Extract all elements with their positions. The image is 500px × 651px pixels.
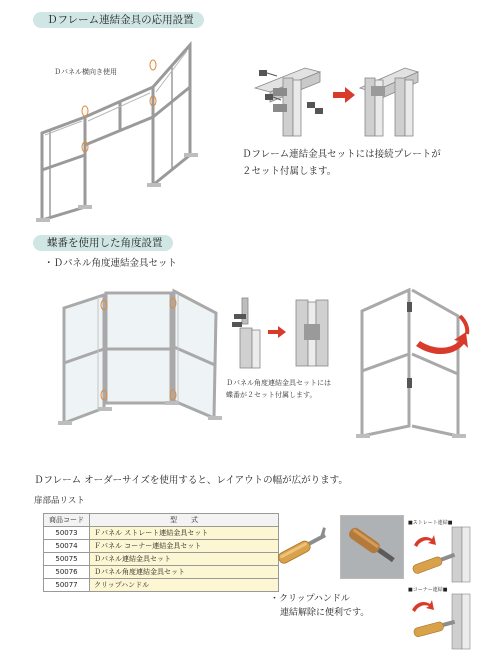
order-size-note: Ｄフレーム オーダーサイズを使用すると、レイアウトの幅が広がります。 xyxy=(34,475,348,486)
section2-caption-line1: Ｄパネル角度連結金具セットには xyxy=(226,379,331,387)
section1-caption-line1: Ｄフレーム連結金具セットには接続プレートが xyxy=(242,149,441,160)
row-code: 50077 xyxy=(44,579,90,592)
row-name: Ｄパネル連結金具セット xyxy=(90,553,279,566)
row-code: 50074 xyxy=(44,540,90,553)
row-code: 50073 xyxy=(44,527,90,540)
section2-caption-line2: 蝶番が２セット付属します。 xyxy=(226,391,317,399)
straight-connection-label: ■ストレート連結■ xyxy=(408,520,453,526)
connection-plate-illustration xyxy=(245,58,420,138)
section1-caption-line2: ２セット付属します。 xyxy=(242,166,337,177)
row-name: Ｆパネル コーナー連結金具セット xyxy=(90,540,279,553)
table-row xyxy=(44,579,279,592)
angled-frame-illustration xyxy=(56,283,224,453)
panel-label: Ｄパネル横向き使用 xyxy=(54,68,117,76)
clip-handle-image xyxy=(272,517,334,577)
parts-table xyxy=(43,513,279,592)
row-code: 50075 xyxy=(44,553,90,566)
table-row xyxy=(44,540,279,553)
corner-connection-usage xyxy=(408,594,478,649)
row-name: Ｆパネル ストレート連結金具セット xyxy=(90,527,279,540)
parts-list-title: 扉部品リスト xyxy=(34,496,85,506)
header-code: 商品コード xyxy=(44,514,90,527)
table-row xyxy=(44,566,279,579)
section2-title: 蝶番を使用した角度設置 xyxy=(33,235,173,251)
section1-title: Ｄフレーム連結金具の応用設置 xyxy=(33,12,204,28)
row-name: クリップハンドル xyxy=(90,579,279,592)
hinge-swing-illustration xyxy=(354,286,474,441)
row-code: 50076 xyxy=(44,566,90,579)
header-model: 型 式 xyxy=(90,514,279,527)
d-frame-connected-illustration xyxy=(30,35,215,230)
clip-handle-photo xyxy=(340,515,404,579)
straight-connection-usage xyxy=(408,527,478,582)
clip-handle-caption-line2: 連結解除に便利です。 xyxy=(280,608,370,618)
parts-table-header xyxy=(44,514,279,527)
clip-handle-caption-line1: ・クリップハンドル xyxy=(270,594,350,604)
corner-connection-label: ■コーナー連結■ xyxy=(408,587,448,593)
hinge-detail-illustration xyxy=(228,296,338,368)
table-row xyxy=(44,527,279,540)
table-row xyxy=(44,553,279,566)
row-name: Ｄパネル角度連結金具セット xyxy=(90,566,279,579)
section2-subtitle: ・Ｄパネル角度連結金具セット xyxy=(44,258,178,269)
